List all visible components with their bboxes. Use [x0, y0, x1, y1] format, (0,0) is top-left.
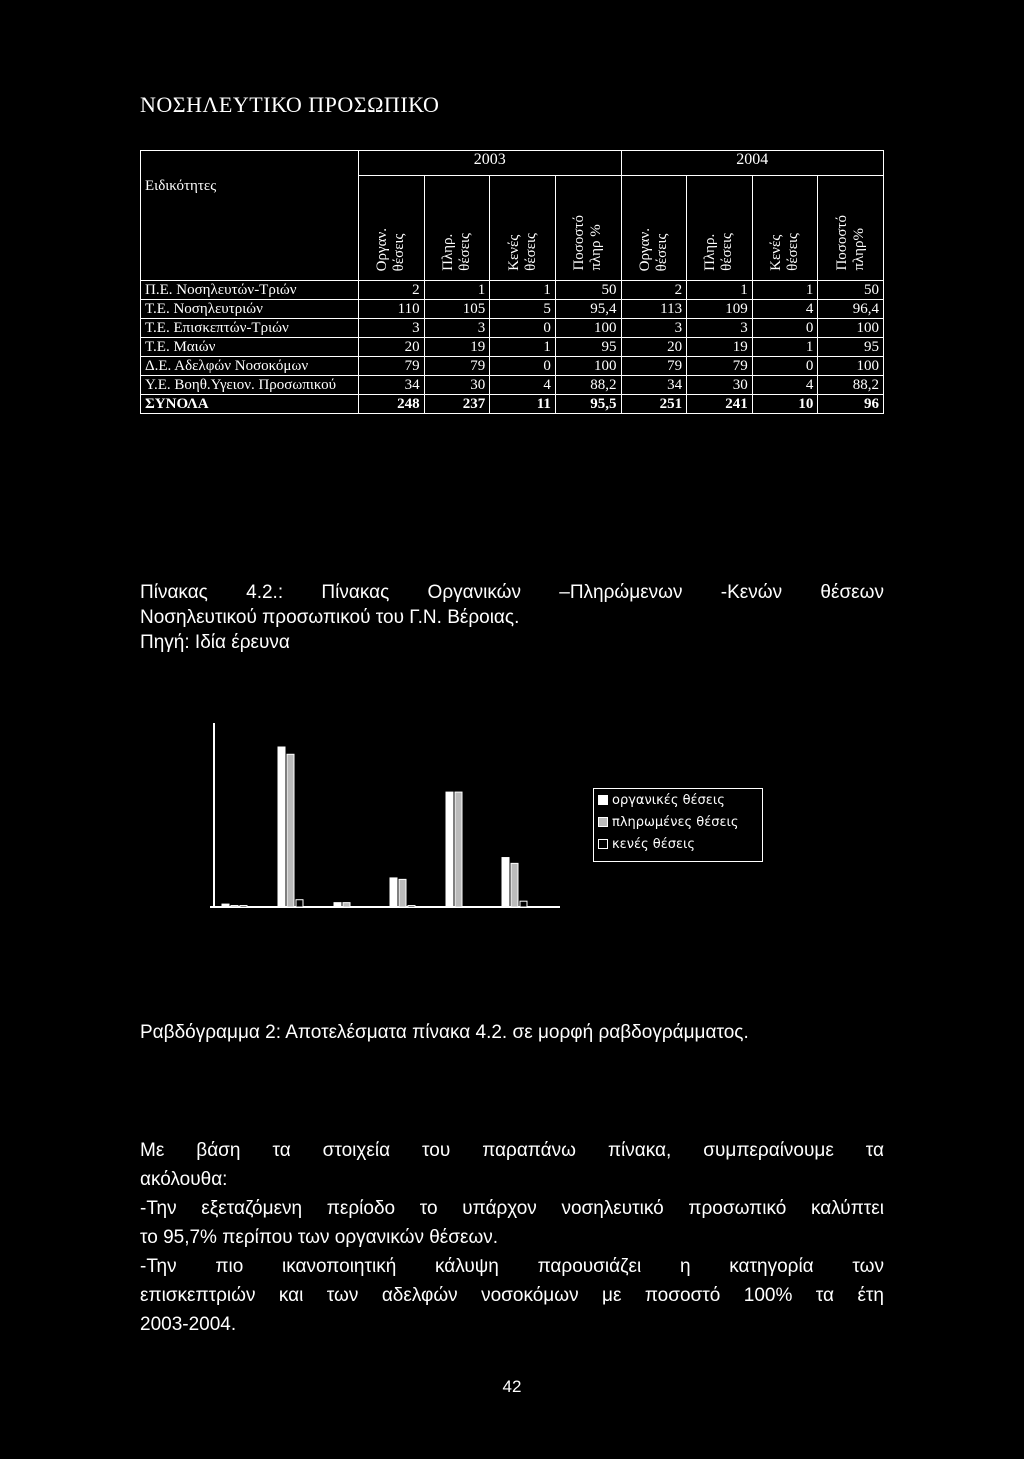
column-header-label: Κενές θέσεις — [505, 233, 539, 271]
table-cell: 3 — [359, 319, 425, 338]
table-body — [141, 281, 884, 414]
column-header — [687, 176, 753, 281]
bar-2-3 — [408, 906, 415, 907]
table-cell: 30 — [424, 376, 490, 395]
legend-label-filled: πληρωμένες θέσεις — [612, 814, 739, 830]
table-row — [141, 338, 884, 357]
bar-0-2 — [334, 903, 341, 907]
table-row — [141, 376, 884, 395]
table-cell: 20 — [621, 338, 687, 357]
table-cell: 4 — [752, 300, 818, 319]
column-header — [818, 176, 884, 281]
paragraph-line: Με βάση τα στοιχεία του παραπάνω πίνακα, συμπεραίνουμε τα — [140, 1140, 884, 1161]
bar-0-0 — [222, 904, 229, 907]
table-cell: 2 — [359, 281, 425, 300]
row-label: Π.Ε. Νοσηλευτών-Τριών — [141, 281, 359, 300]
table-cell: 105 — [424, 300, 490, 319]
legend-swatch-vacant — [598, 839, 608, 849]
bar-2-1 — [296, 900, 303, 907]
table-cell: 3 — [687, 319, 753, 338]
table-cell: 1 — [490, 338, 556, 357]
table-cell: 4 — [490, 376, 556, 395]
table-cell: 4 — [752, 376, 818, 395]
chart-caption: Ραβδόγραμμα 2: Αποτελέσματα πίνακα 4.2. σε μορφή ραβδογράμματος. — [140, 1022, 749, 1043]
table-cell: 241 — [687, 395, 753, 414]
column-header-label: Ποσοστό πληρ% — [833, 215, 867, 271]
table-cell: 0 — [752, 319, 818, 338]
table-cell: 248 — [359, 395, 425, 414]
bar-1-4 — [455, 792, 462, 907]
table-cell: 1 — [687, 281, 753, 300]
table-cell: 100 — [818, 357, 884, 376]
table-cell: 34 — [359, 376, 425, 395]
row-label: Τ.Ε. Μαιών — [141, 338, 359, 357]
row-label: Δ.Ε. Αδελφών Νοσοκόμων — [141, 357, 359, 376]
paragraph-line: ακόλουθα: — [140, 1169, 228, 1190]
column-header — [621, 176, 687, 281]
bar-0-5 — [502, 858, 509, 907]
column-header-label: Κενές θέσεις — [768, 233, 802, 271]
table-cell: 95,4 — [555, 300, 621, 319]
table-cell: 96 — [818, 395, 884, 414]
bar-1-5 — [511, 863, 518, 907]
bar-1-3 — [399, 879, 406, 907]
legend-label-vacant: κενές θέσεις — [612, 836, 696, 852]
bar-0-4 — [446, 792, 453, 907]
table-cell: 95 — [818, 338, 884, 357]
table-cell: 100 — [555, 319, 621, 338]
table-cell: 19 — [687, 338, 753, 357]
column-header — [359, 176, 425, 281]
table-cell: 1 — [490, 281, 556, 300]
table-cell: 95 — [555, 338, 621, 357]
bar-2-0 — [240, 906, 247, 907]
column-header-label: Οργαν. θέσεις — [374, 227, 408, 271]
table-cell: 11 — [490, 395, 556, 414]
legend-item-vacant — [594, 833, 762, 855]
bar-2-5 — [520, 901, 527, 907]
year-header-row — [141, 151, 884, 176]
table-cell: 19 — [424, 338, 490, 357]
table-row — [141, 281, 884, 300]
legend-label-organic: οργανικές θέσεις — [612, 792, 725, 808]
table-row — [141, 319, 884, 338]
column-header — [490, 176, 556, 281]
table-cell: 50 — [555, 281, 621, 300]
table-cell: 79 — [424, 357, 490, 376]
page-title: ΝΟΣΗΛΕΥΤΙΚΟ ΠΡΟΣΩΠΙΚΟ — [140, 92, 440, 117]
table-cell: 100 — [555, 357, 621, 376]
table-cell: 1 — [752, 338, 818, 357]
legend-swatch-organic — [598, 795, 608, 805]
table-cell: 0 — [490, 357, 556, 376]
table-source: Πηγή: Ιδία έρευνα — [140, 632, 290, 653]
bar-0-3 — [390, 878, 397, 907]
legend-item-filled — [594, 811, 762, 833]
table-cell: 110 — [359, 300, 425, 319]
table-caption-line-1: Πίνακας 4.2.: Πίνακας Οργανικών –Πληρώμενων -Κενών θέσεων — [140, 582, 884, 603]
table-row — [141, 395, 884, 414]
legend-item-organic — [594, 789, 762, 811]
staff-table — [140, 150, 884, 414]
table-cell: 113 — [621, 300, 687, 319]
table-cell: 34 — [621, 376, 687, 395]
table-cell: 251 — [621, 395, 687, 414]
paragraph-line: -Την εξεταζόμενη περίοδο το υπάρχον νοσηλευτικό προσωπικό καλύπτει — [140, 1198, 884, 1219]
table-cell: 1 — [752, 281, 818, 300]
table-cell: 79 — [621, 357, 687, 376]
corner-label: Ειδικότητες — [141, 151, 359, 281]
table-row — [141, 357, 884, 376]
bar-2-4 — [464, 907, 471, 908]
page-number: 42 — [502, 1377, 522, 1396]
table-cell: 237 — [424, 395, 490, 414]
legend-swatch-filled — [598, 817, 608, 827]
table-cell: 3 — [621, 319, 687, 338]
table-cell: 1 — [424, 281, 490, 300]
table-cell: 109 — [687, 300, 753, 319]
bar-1-0 — [231, 906, 238, 907]
table-cell: 2 — [621, 281, 687, 300]
year-2003: 2003 — [359, 151, 622, 176]
year-2004: 2004 — [621, 151, 884, 176]
table-cell: 20 — [359, 338, 425, 357]
chart-legend — [593, 788, 763, 862]
table-cell: 100 — [818, 319, 884, 338]
bar-2-2 — [352, 907, 359, 908]
row-label: Τ.Ε. Επισκεπτών-Τριών — [141, 319, 359, 338]
bar-1-1 — [287, 754, 294, 907]
bar-0-1 — [278, 747, 285, 907]
column-header-label: Οργαν. θέσεις — [636, 227, 670, 271]
row-label: Υ.Ε. Βοηθ.Υγειον. Προσωπικού — [141, 376, 359, 395]
column-header — [424, 176, 490, 281]
paragraph-line: επισκεπτριών και των αδελφών νοσοκόμων με ποσοστό 100% τα έτη — [140, 1285, 884, 1306]
table-cell: 30 — [687, 376, 753, 395]
table-cell: 50 — [818, 281, 884, 300]
table-cell: 88,2 — [555, 376, 621, 395]
column-header-label: Πληρ. θέσεις — [702, 233, 736, 271]
table-cell: 95,5 — [555, 395, 621, 414]
column-header-label: Ποσοστό πληρ % — [571, 215, 605, 271]
table-cell: 5 — [490, 300, 556, 319]
conclusions-text — [140, 1138, 884, 1341]
column-header-label: Πληρ. θέσεις — [439, 233, 473, 271]
table-cell: 88,2 — [818, 376, 884, 395]
table-cell: 79 — [687, 357, 753, 376]
paragraph-line: το 95,7% περίπου των οργανικών θέσεων. — [140, 1227, 499, 1248]
bar-1-2 — [343, 903, 350, 907]
row-label: Τ.Ε. Νοσηλευτριών — [141, 300, 359, 319]
column-header — [555, 176, 621, 281]
table-caption-line-2: Νοσηλευτικού προσωπικού του Γ.Ν. Βέροιας. — [140, 607, 520, 628]
table-cell: 0 — [490, 319, 556, 338]
column-header — [752, 176, 818, 281]
row-label: ΣΥΝΟΛΑ — [141, 395, 359, 414]
table-cell: 10 — [752, 395, 818, 414]
table-cell: 79 — [359, 357, 425, 376]
paragraph-line: 2003-2004. — [140, 1314, 237, 1335]
table-cell: 3 — [424, 319, 490, 338]
paragraph-line: -Την πιο ικανοποιητική κάλυψη παρουσιάζει η κατηγορία των — [140, 1256, 884, 1277]
table-cell: 0 — [752, 357, 818, 376]
table-cell: 96,4 — [818, 300, 884, 319]
table-row — [141, 300, 884, 319]
